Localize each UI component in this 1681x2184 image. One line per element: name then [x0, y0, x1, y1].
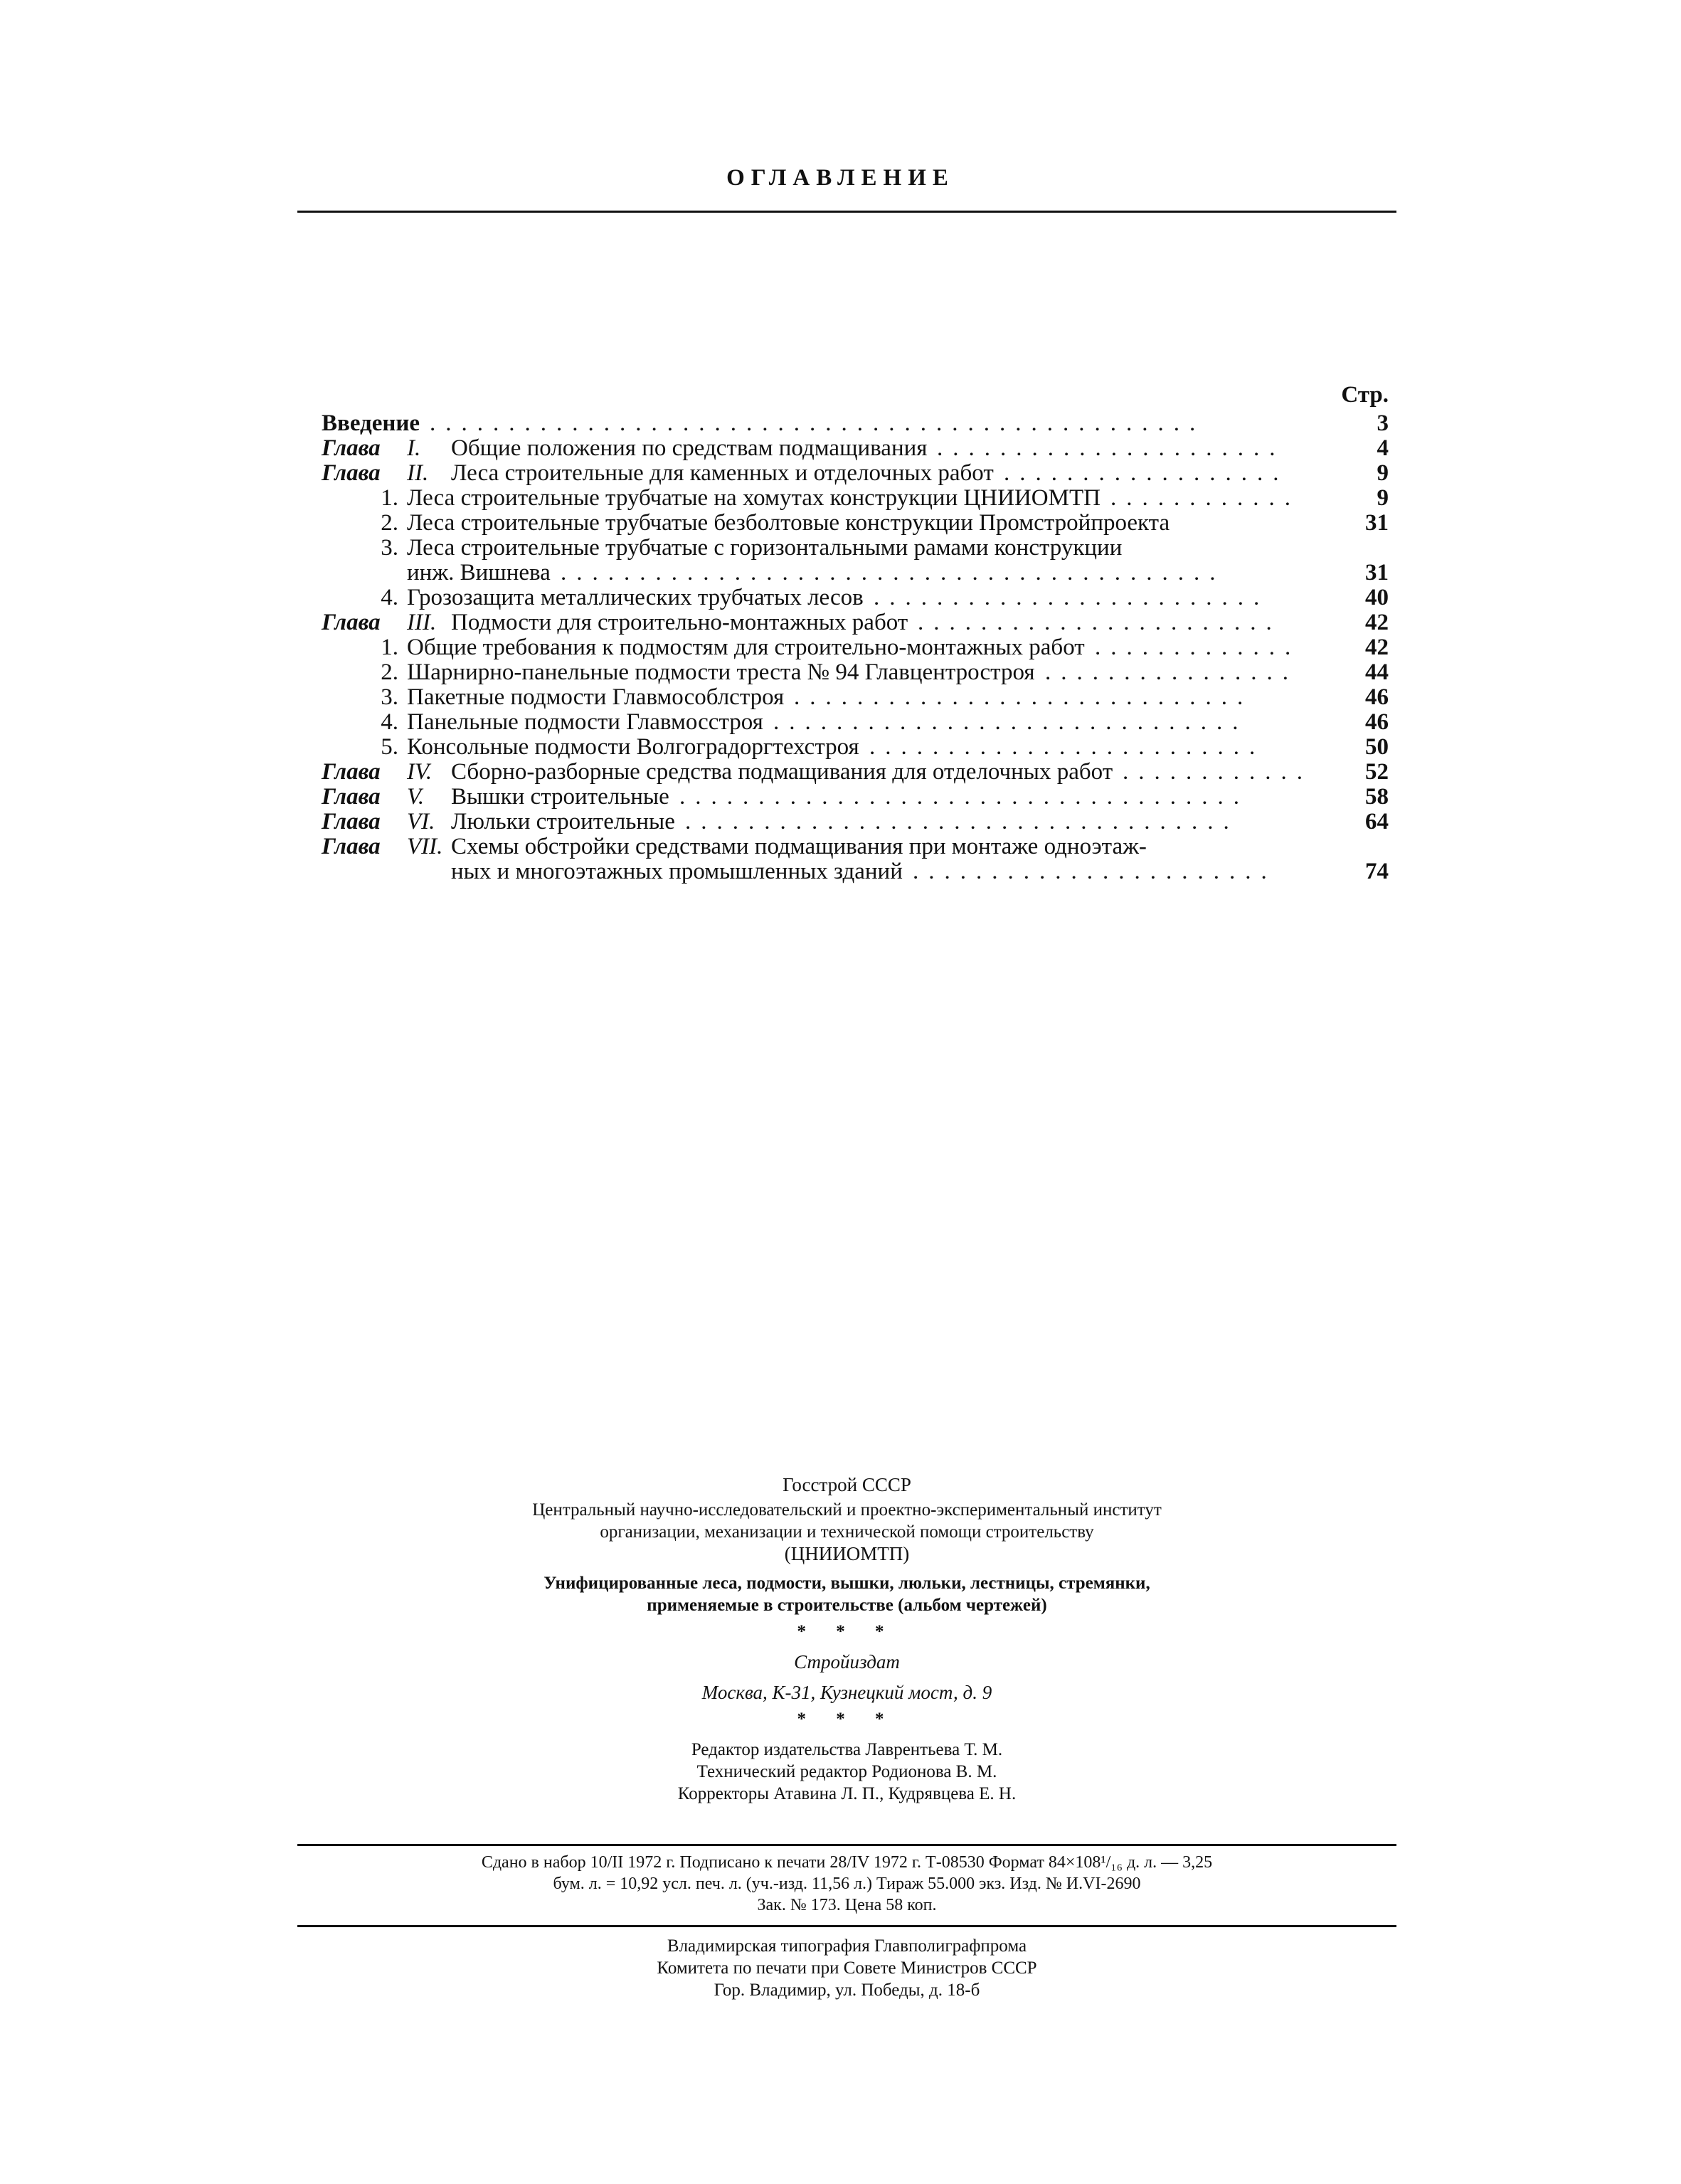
toc-entry-label	[322, 785, 669, 810]
toc-page-number: 44	[1365, 659, 1389, 685]
printing-house-line-1: Владимирская типография Главполиграфпрома	[667, 1936, 1027, 1956]
print-details-line-3: Зак. № 173. Цена 58 коп.	[757, 1896, 937, 1914]
toc-page-number: 42	[1365, 610, 1389, 635]
imprint-agency: Госстрой СССР	[783, 1474, 911, 1495]
table-of-contents	[322, 378, 1389, 884]
print-details	[297, 1852, 1396, 1916]
toc-page-number: 46	[1365, 684, 1389, 710]
imprint-tech-editor: Технический редактор Родионова В. М.	[696, 1762, 997, 1781]
toc-entry-title: Леса строительные трубчатые безболтовые конструкции Промстройпроекта	[407, 510, 1170, 536]
section-number: 4.	[381, 585, 398, 610]
imprint-address: Москва, К-31, Кузнецкий мост, д. 9	[701, 1682, 992, 1703]
toc-entry-label	[322, 834, 1147, 859]
toc-entry-title: Схемы обстройки средствами подмащивания при монтаже одноэтаж-	[451, 834, 1147, 859]
toc-page-number: 3	[1377, 410, 1389, 436]
toc-entry-title: Общие требования к подмостям для строительно-монтажных работ	[407, 635, 1085, 660]
imprint-separator: * * *	[797, 1622, 897, 1641]
toc-entry-label	[322, 859, 903, 884]
chapter-number: VI.	[407, 809, 435, 834]
section-number: 2.	[381, 659, 398, 685]
toc-entry-label	[322, 710, 763, 735]
toc-entry-title: Шарнирно-панельные подмости треста № 94 Главцентростроя	[407, 659, 1035, 685]
toc-entry-label	[322, 461, 994, 486]
toc-entry-title: Леса строительные трубчатые на хомутах конструкции ЦНИИОМТП	[407, 485, 1101, 511]
toc-entry-title: Панельные подмости Главмосстроя	[407, 709, 763, 735]
section-number: 3.	[381, 535, 398, 561]
dot-leader: .......................	[918, 610, 1282, 635]
dot-leader: ....................................	[679, 785, 1249, 810]
toc-entry-label	[322, 411, 420, 436]
imprint-institute-line-1: Центральный научно-исследовательский и проектно-экспериментальный институт	[532, 1500, 1162, 1520]
toc-page-number: 74	[1365, 859, 1389, 884]
toc-entry	[322, 561, 1389, 585]
chapter-word: Глава	[322, 784, 381, 810]
dot-leader: .............................	[794, 685, 1253, 710]
chapter-word: Глава	[322, 435, 381, 461]
toc-entry-label	[322, 486, 1101, 511]
toc-page-number: 4	[1377, 435, 1389, 461]
imprint-correctors: Корректоры Атавина Л. П., Кудрявцева Е. Н.	[677, 1784, 1017, 1803]
imprint-divider-bottom	[297, 1925, 1396, 1927]
toc-entry	[322, 785, 1389, 810]
section-number: 2.	[381, 510, 398, 536]
toc-entry	[322, 735, 1389, 760]
toc-page-number: 52	[1365, 759, 1389, 785]
toc-page-number: 46	[1365, 709, 1389, 735]
toc-entry	[322, 511, 1389, 536]
imprint-publisher: Стройиздат	[794, 1651, 900, 1673]
dot-leader: ..........................................	[561, 561, 1226, 585]
chapter-word: Глава	[322, 610, 381, 635]
toc-entry-label	[322, 685, 784, 710]
chapter-word: Глава	[322, 460, 381, 486]
toc-entry-title: Грозозащита металлических трубчатых лесов	[407, 585, 864, 610]
toc-entry-title: Люльки строительные	[451, 809, 675, 834]
section-number: 4.	[381, 709, 398, 735]
chapter-number: III.	[407, 610, 437, 635]
toc-entry-title: Сборно-разборные средства подмащивания для отделочных работ	[451, 759, 1113, 785]
toc-entry-title: ных и многоэтажных промышленных зданий	[451, 859, 903, 884]
dot-leader: ............	[1123, 760, 1313, 785]
chapter-word: Глава	[322, 834, 381, 859]
toc-entry-title: Консольные подмости Волгоградоргтехстроя	[407, 734, 859, 760]
printing-house-line-3: Гор. Владимир, ул. Победы, д. 18-б	[714, 1981, 980, 2000]
dot-leader: ......................	[937, 436, 1285, 461]
toc-entry-label	[322, 735, 859, 760]
section-number: 1.	[381, 635, 398, 660]
toc-entry-title: Общие положения по средствам подмащивания	[451, 435, 928, 461]
imprint-book-title-1: Унифицированные леса, подмости, вышки, люльки, лестницы, стремянки,	[543, 1574, 1150, 1593]
toc-entry-label	[322, 561, 551, 585]
page-title: ОГЛАВЛЕНИЕ	[726, 165, 955, 191]
dot-leader: ..............................	[773, 710, 1248, 735]
toc-entry-label	[322, 610, 908, 635]
print-details-line-1: Сдано в набор 10/II 1972 г. Подписано к печати 28/IV 1972 г. Т-08530 Формат 84×108¹/₁₆ д. л. — 3,25	[481, 1853, 1213, 1872]
toc-page-number: 31	[1365, 560, 1389, 585]
chapter-number: I.	[407, 435, 421, 461]
print-details-line-2: бум. л. = 10,92 усл. печ. л. (уч.-изд. 11,56 л.) Тираж 55.000 экз. Изд. № И.VI-2690	[553, 1875, 1141, 1893]
dot-leader: ................	[1045, 660, 1298, 685]
title-divider	[297, 211, 1396, 213]
dot-leader: .........................	[869, 735, 1266, 760]
toc-entry	[322, 710, 1389, 735]
imprint-institute-line-2: организации, механизации и технической помощи строительству	[600, 1522, 1094, 1542]
dot-leader: .................................................	[430, 411, 1206, 436]
toc-entry	[322, 461, 1389, 486]
toc-entry	[322, 536, 1389, 561]
dot-leader: .........................	[874, 585, 1270, 610]
chapter-number: IV.	[407, 759, 433, 785]
dot-leader: ...................................	[685, 810, 1239, 834]
toc-rows	[322, 411, 1389, 884]
toc-entry	[322, 760, 1389, 785]
dot-leader: .......................	[913, 859, 1277, 884]
toc-entry-label	[322, 536, 1122, 561]
toc-page-number: 9	[1377, 485, 1389, 511]
toc-entry-label	[322, 585, 864, 610]
chapter-number: II.	[407, 460, 429, 486]
toc-entry-title: инж. Вишнева	[407, 560, 551, 585]
toc-page-number: 58	[1365, 784, 1389, 810]
toc-entry-label	[322, 660, 1035, 685]
chapter-number: VII.	[407, 834, 443, 859]
section-number: 3.	[381, 684, 398, 710]
toc-entry	[322, 411, 1389, 436]
toc-entry-label	[322, 760, 1113, 785]
dot-leader: ..................	[1004, 461, 1289, 486]
imprint-block	[297, 1474, 1396, 1805]
toc-entry-title: Пакетные подмости Главмособлстроя	[407, 684, 785, 710]
toc-entry	[322, 635, 1389, 660]
imprint-divider-top	[297, 1844, 1396, 1846]
chapter-word: Глава	[322, 809, 381, 834]
chapter-word: Глава	[322, 759, 381, 785]
printing-house	[297, 1935, 1396, 2001]
toc-entry-label	[322, 810, 675, 834]
toc-entry	[322, 660, 1389, 685]
imprint-editor: Редактор издательства Лаврентьева Т. М.	[691, 1740, 1003, 1759]
toc-entry	[322, 859, 1389, 884]
imprint-separator: * * *	[797, 1709, 897, 1729]
toc-entry	[322, 610, 1389, 635]
printing-house-line-2: Комитета по печати при Совете Министров СССР	[657, 1958, 1037, 1978]
toc-entry-title: Леса строительные трубчатые с горизонтальными рамами конструкции	[407, 535, 1123, 561]
toc-entry-label	[322, 436, 927, 461]
toc-entry-title: Вышки строительные	[451, 784, 669, 810]
toc-page-number: 40	[1365, 585, 1389, 610]
dot-leader: ............	[1110, 486, 1300, 511]
toc-page-number: 9	[1377, 460, 1389, 486]
toc-entry	[322, 486, 1389, 511]
page-column-header: Стр.	[1341, 382, 1389, 408]
toc-entry	[322, 834, 1389, 859]
section-number: 1.	[381, 485, 398, 511]
toc-entry-label	[322, 511, 1170, 536]
toc-page-number: 50	[1365, 734, 1389, 760]
toc-entry	[322, 585, 1389, 610]
toc-page-number: 31	[1365, 510, 1389, 536]
toc-entry-title: Введение	[322, 410, 420, 436]
section-number: 5.	[381, 734, 398, 760]
toc-entry	[322, 685, 1389, 710]
imprint-institute-abbr: (ЦНИИОМТП)	[784, 1543, 910, 1564]
toc-page-number: 42	[1365, 635, 1389, 660]
imprint-book-title-2: применяемые в строительстве (альбом чертежей)	[647, 1596, 1047, 1615]
toc-entry	[322, 436, 1389, 461]
dot-leader: .............	[1095, 635, 1301, 660]
toc-entry-title: Леса строительные для каменных и отделочных работ	[451, 460, 994, 486]
toc-page-number: 64	[1365, 809, 1389, 834]
toc-entry-title: Подмости для строительно-монтажных работ	[451, 610, 908, 635]
toc-entry	[322, 810, 1389, 834]
toc-entry-label	[322, 635, 1085, 660]
chapter-number: V.	[407, 784, 425, 810]
